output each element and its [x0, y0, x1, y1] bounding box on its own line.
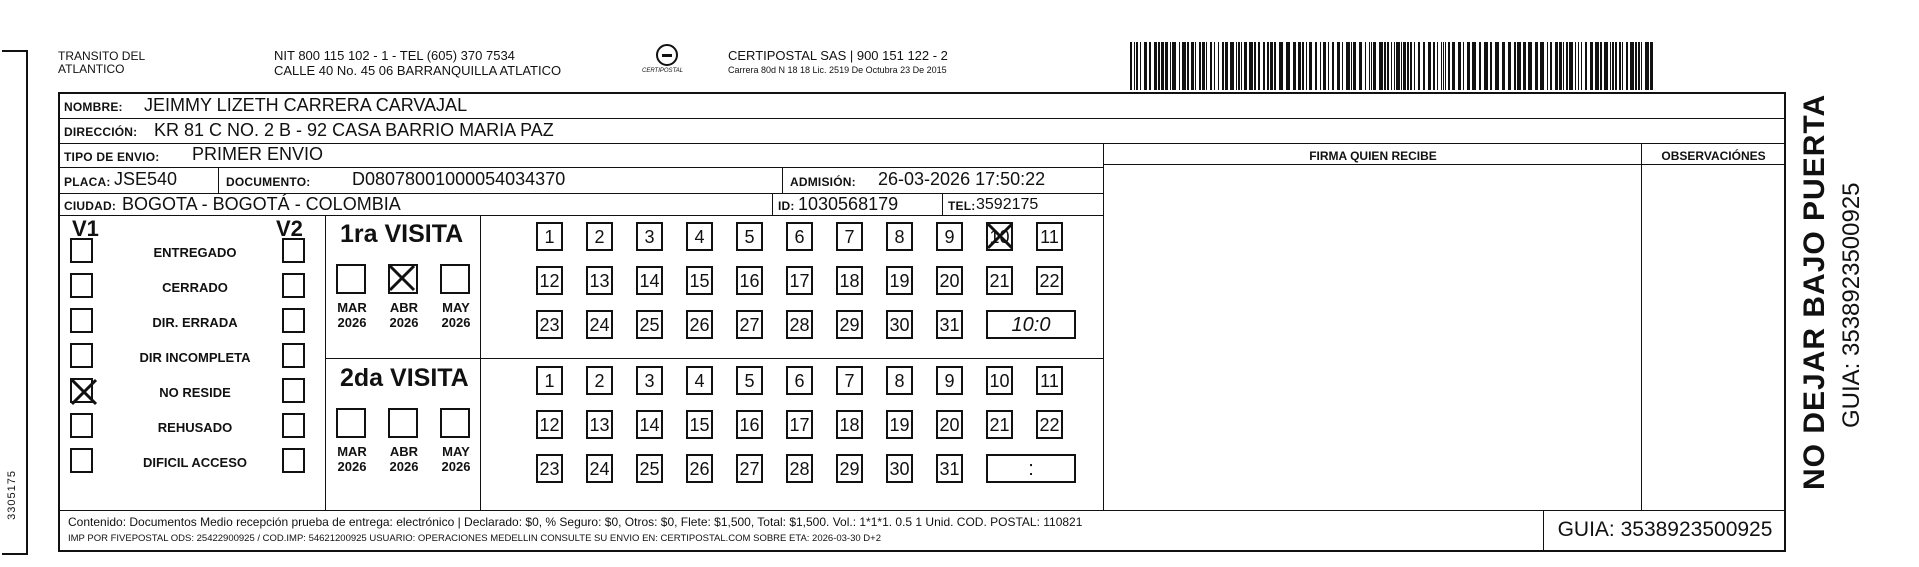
- day-box: 1: [536, 222, 563, 251]
- v2-checkbox: [282, 273, 305, 298]
- day-box: 16: [736, 410, 763, 439]
- barcode-bar: [1523, 42, 1526, 90]
- v2-label: V2: [276, 216, 303, 241]
- day-box: 5: [736, 222, 763, 251]
- month-label: [328, 300, 376, 330]
- name-row: [60, 94, 1784, 119]
- recipient-name: JEIMMY LIZETH CARRERA CARVAJAL: [144, 95, 468, 115]
- barcode-bar: [1195, 42, 1196, 90]
- day-box: 29: [836, 454, 863, 483]
- day-box: 15: [686, 410, 713, 439]
- barcode-bar: [1443, 42, 1444, 90]
- entity-name: TRANSITO DEL ATLANTICO: [58, 49, 145, 76]
- barcode-bar: [1140, 42, 1141, 90]
- barcode-bar: [1528, 42, 1532, 90]
- barcode-bar: [1600, 42, 1602, 90]
- divider: [218, 168, 219, 194]
- barcode-bar: [1615, 42, 1617, 90]
- month-year: 2026: [337, 459, 367, 474]
- day-box: 19: [886, 266, 913, 295]
- month-label: [380, 300, 428, 330]
- address-label: DIRECCIÓN:: [64, 125, 138, 139]
- barcode-bar: [1306, 42, 1307, 90]
- day-box: 8: [886, 222, 913, 251]
- entity-address: CALLE 40 No. 45 06 BARRANQUILLA ATLATICO: [274, 63, 562, 78]
- barcode-bar: [1502, 42, 1505, 90]
- observations-label: OBSERVACIÓNES: [1661, 149, 1766, 163]
- barcode-bar: [1293, 42, 1296, 90]
- barcode-bar: [1371, 42, 1372, 90]
- barcode-bar: [1238, 42, 1240, 90]
- day-box: 1: [536, 366, 563, 395]
- v2-checkbox: [282, 413, 305, 438]
- v1-checkbox: [70, 448, 93, 473]
- barcode-bar: [1433, 42, 1435, 90]
- day-box: 4: [686, 222, 713, 251]
- barcode-bar: [1249, 42, 1253, 90]
- barcode-bar: [1590, 42, 1593, 90]
- barcode-bar: [1342, 42, 1343, 90]
- day-box: 17: [786, 266, 813, 295]
- day-box: 25: [636, 454, 663, 483]
- city-row: [60, 194, 1103, 216]
- barcode-bar: [1359, 42, 1362, 90]
- day-box: 13: [586, 266, 613, 295]
- barcode-bar: [1353, 42, 1356, 90]
- pen-cross-mark: [68, 376, 104, 408]
- month-name: MAY: [442, 444, 470, 459]
- second-visit-title: 2da VISITA: [340, 364, 469, 392]
- shipping-row: [60, 144, 1103, 168]
- address-row: [60, 119, 1784, 144]
- barcode-bar: [1154, 42, 1157, 90]
- barcode-bar: [1136, 42, 1138, 90]
- day-box: 11: [1036, 222, 1063, 251]
- day-box: 23: [536, 310, 563, 339]
- barcode-bar: [1622, 42, 1623, 90]
- day-box: 27: [736, 454, 763, 483]
- month-year: 2026: [337, 315, 367, 330]
- barcode-bar: [1263, 42, 1265, 90]
- logo-mark-icon: [656, 44, 678, 66]
- barcode-bar: [1384, 42, 1386, 90]
- barcode-bar: [1472, 42, 1476, 90]
- day-box: 9: [936, 366, 963, 395]
- v1-checkbox: [70, 308, 93, 333]
- barcode-bar: [1218, 42, 1219, 90]
- barcode-bar: [1630, 42, 1634, 90]
- barcode-bar: [1172, 42, 1176, 90]
- day-box: 9: [936, 222, 963, 251]
- shipping-type: PRIMER ENVIO: [192, 144, 324, 164]
- barcode-bar: [1315, 42, 1317, 90]
- status-label: NO RESIDE: [159, 385, 231, 400]
- day-box: 8: [886, 366, 913, 395]
- barcode-bar: [1463, 42, 1464, 90]
- day-box: 10: [986, 222, 1013, 251]
- day-box: 2: [586, 366, 613, 395]
- barcode-bar: [1650, 42, 1653, 90]
- barcode-bar: [1379, 42, 1383, 90]
- day-box: 17: [786, 410, 813, 439]
- barcode-bar: [1199, 42, 1201, 90]
- barcode-bar: [1508, 42, 1511, 90]
- barcode-bar: [1540, 42, 1544, 90]
- barcode-bar: [1323, 42, 1326, 90]
- barcode-bar: [1626, 42, 1628, 90]
- visit-section: [60, 216, 1103, 510]
- id-value: 1030568179: [798, 194, 899, 214]
- city-value: BOGOTA - BOGOTÁ - COLOMBIA: [122, 194, 401, 214]
- barcode-bar: [1563, 42, 1564, 90]
- barcode-bar: [1286, 42, 1290, 90]
- barcode-bar: [1550, 42, 1552, 90]
- barcode-bar: [1414, 42, 1415, 90]
- admission-value: 26-03-2026 17:50:22: [878, 169, 1046, 189]
- month-label: [328, 444, 376, 474]
- logo-text: CERTIPOSTAL: [642, 68, 684, 74]
- barcode-bar: [1394, 42, 1395, 90]
- barcode-bar: [1134, 42, 1135, 90]
- barcode-bar: [1346, 42, 1350, 90]
- v2-checkbox: [282, 238, 305, 263]
- barcode-bar: [1575, 42, 1576, 90]
- barcode-bar: [1635, 42, 1637, 90]
- v2-checkbox: [282, 343, 305, 368]
- barcode-bar: [1566, 42, 1568, 90]
- barcode-bar: [1410, 42, 1412, 90]
- document-label: DOCUMENTO:: [226, 175, 311, 189]
- barcode-bar: [1369, 42, 1370, 90]
- footer-content: Contenido: Documentos Medio recepción prueba de entrega: electrónico | Declarado: $0, % Seguro: $0, Otros: $0, Flete: $1,500, Total: $1,500. Vol.: 1*1*1. 0.5 1 Unid. COD. POSTAL: 110821: [68, 515, 1083, 529]
- barcode-bar: [1182, 42, 1186, 90]
- plate-row: [60, 168, 1103, 194]
- time-box: :: [986, 454, 1076, 483]
- barcode-bar: [1210, 42, 1212, 90]
- pen-cross-mark: [984, 220, 1016, 250]
- months-divider: [480, 216, 481, 510]
- day-box: 14: [636, 266, 663, 295]
- side-panel: [1798, 93, 1868, 490]
- first-visit-title: 1ra VISITA: [340, 220, 464, 248]
- footer-print-info: IMP POR FIVEPOSTAL ODS: 25422900925 / COD.IMP: 54621200925 USUARIO: OPERACIONES MEDELLIN CONSULTE SU ENVIO EN: CERTIPOSTAL.COM SOBRE ETA: 2026-03-30 D+2: [68, 533, 881, 544]
- barcode-bar: [1641, 42, 1642, 90]
- day-box: 7: [836, 366, 863, 395]
- day-box: 13: [586, 410, 613, 439]
- barcode-bar: [1230, 42, 1234, 90]
- barcode-bar: [1441, 42, 1442, 90]
- observations-divider: [1641, 144, 1642, 510]
- nit-line: NIT 800 115 102 - 1 - TEL (605) 370 7534: [274, 48, 515, 63]
- visit-divider: [325, 216, 326, 510]
- divider: [782, 168, 783, 194]
- day-box: 12: [536, 266, 563, 295]
- plate-value: JSE540: [114, 169, 178, 189]
- barcode-bar: [1187, 42, 1189, 90]
- v2-checkbox: [282, 448, 305, 473]
- day-box: 25: [636, 310, 663, 339]
- barcode-bar: [1619, 42, 1621, 90]
- id-label: ID:: [778, 199, 795, 213]
- signature-label: FIRMA QUIEN RECIBE: [1309, 149, 1437, 163]
- divider: [942, 194, 943, 216]
- v1-label: V1: [72, 216, 99, 241]
- month-label: [380, 444, 428, 474]
- barcode-bar: [1202, 42, 1205, 90]
- barcode-bar: [1225, 42, 1228, 90]
- day-box: 28: [786, 454, 813, 483]
- barcode-bar: [1437, 42, 1438, 90]
- barcode-bar: [1337, 42, 1340, 90]
- courier-address: Carrera 80d N 18 18 Lic. 2519 De Octubra 23 De 2015: [728, 65, 947, 75]
- barcode-bar: [1191, 42, 1194, 90]
- month-checkbox: [336, 408, 366, 438]
- v1-checkbox: [70, 378, 93, 403]
- barcode-bar: [1320, 42, 1321, 90]
- city-label: CIUDAD:: [64, 199, 117, 213]
- signature-header-line: [1103, 164, 1786, 165]
- month-year: 2026: [389, 315, 419, 330]
- barcode-bar: [1298, 42, 1301, 90]
- barcode-bar: [1387, 42, 1389, 90]
- barcode-bar: [1612, 42, 1614, 90]
- day-box: 18: [836, 410, 863, 439]
- barcode-bar: [1407, 42, 1409, 90]
- barcode-bar: [1351, 42, 1352, 90]
- barcode-bar: [1484, 42, 1488, 90]
- barcode-bar: [1179, 42, 1180, 90]
- delivery-form: [58, 92, 1786, 552]
- day-box: 29: [836, 310, 863, 339]
- barcode-bar: [1267, 42, 1269, 90]
- plate-label: PLACA:: [64, 175, 111, 189]
- barcode-bar: [1517, 42, 1521, 90]
- side-notice: NO DEJAR BAJO PUERTA: [1798, 93, 1831, 490]
- day-box: 16: [736, 266, 763, 295]
- barcode-bar: [1423, 42, 1425, 90]
- barcode-bar: [1458, 42, 1461, 90]
- month-checkbox: [336, 264, 366, 294]
- barcode-bar: [1214, 42, 1215, 90]
- barcode-icon: [1130, 42, 1658, 90]
- month-checkbox: [388, 408, 418, 438]
- barcode-bar: [1467, 42, 1470, 90]
- day-box: 6: [786, 222, 813, 251]
- day-box: 31: [936, 454, 963, 483]
- barcode-bar: [1365, 42, 1366, 90]
- day-box: 12: [536, 410, 563, 439]
- day-box: 24: [586, 310, 613, 339]
- status-label: ENTREGADO: [153, 245, 237, 260]
- barcode-bar: [1559, 42, 1562, 90]
- courier-line: CERTIPOSTAL SAS | 900 151 122 - 2: [728, 48, 948, 63]
- day-box: 3: [636, 366, 663, 395]
- day-box: 5: [736, 366, 763, 395]
- month-name: MAY: [442, 300, 470, 315]
- month-label: [432, 444, 480, 474]
- document-value: D08078001000054034370: [352, 169, 566, 189]
- day-box: 22: [1036, 266, 1063, 295]
- day-box: 28: [786, 310, 813, 339]
- v2-checkbox: [282, 308, 305, 333]
- barcode-bar: [1555, 42, 1558, 90]
- day-box: 27: [736, 310, 763, 339]
- barcode-bar: [1302, 42, 1304, 90]
- day-box: 20: [936, 266, 963, 295]
- month-checkbox: [440, 408, 470, 438]
- barcode-bar: [1258, 42, 1260, 90]
- barcode-bar: [1158, 42, 1160, 90]
- name-label: NOMBRE:: [64, 100, 123, 114]
- month-year: 2026: [441, 315, 471, 330]
- day-box: 11: [1036, 366, 1063, 395]
- footer-guia: GUIA: 3538923500925: [1543, 510, 1786, 552]
- admission-label: ADMISIÓN:: [790, 175, 856, 189]
- month-year: 2026: [389, 459, 419, 474]
- left-edge-fragment: 3305175: [6, 470, 18, 520]
- day-box: 2: [586, 222, 613, 251]
- barcode-bar: [1547, 42, 1548, 90]
- v1-checkbox: [70, 413, 93, 438]
- barcode-bar: [1581, 42, 1582, 90]
- visit-row-divider: [325, 358, 1103, 359]
- day-box: 24: [586, 454, 613, 483]
- day-box: 15: [686, 266, 713, 295]
- v1-checkbox: [70, 343, 93, 368]
- barcode-bar: [1130, 42, 1132, 90]
- month-checkbox: [388, 264, 418, 294]
- month-name: ABR: [389, 300, 419, 315]
- status-label: REHUSADO: [157, 420, 233, 435]
- day-box: 21: [986, 410, 1013, 439]
- barcode-bar: [1452, 42, 1455, 90]
- month-label: [432, 300, 480, 330]
- day-box: 30: [886, 454, 913, 483]
- divider: [772, 194, 773, 216]
- time-box: 10:0: [986, 310, 1076, 339]
- barcode-bar: [1391, 42, 1392, 90]
- day-box: 26: [686, 310, 713, 339]
- barcode-bar: [1244, 42, 1247, 90]
- tel-label: TEL:: [948, 199, 976, 213]
- barcode-bar: [1445, 42, 1446, 90]
- v1-checkbox: [70, 238, 93, 263]
- barcode-bar: [1279, 42, 1283, 90]
- barcode-bar: [1403, 42, 1406, 90]
- barcode-bar: [1401, 42, 1402, 90]
- day-box: 26: [686, 454, 713, 483]
- day-box: 18: [836, 266, 863, 295]
- barcode-bar: [1274, 42, 1276, 90]
- barcode-bar: [1514, 42, 1516, 90]
- barcode-bar: [1604, 42, 1608, 90]
- barcode-bar: [1236, 42, 1237, 90]
- barcode-bar: [1479, 42, 1481, 90]
- day-box: 30: [886, 310, 913, 339]
- barcode-bar: [1535, 42, 1538, 90]
- status-label: DIR INCOMPLETA: [139, 350, 251, 365]
- signature-divider: [1103, 144, 1104, 510]
- footer-line: [60, 510, 1784, 511]
- day-box: 4: [686, 366, 713, 395]
- day-box: 23: [536, 454, 563, 483]
- barcode-bar: [1144, 42, 1147, 90]
- barcode-bar: [1569, 42, 1573, 90]
- month-name: ABR: [389, 444, 419, 459]
- day-box: 6: [786, 366, 813, 395]
- month-name: MAR: [337, 444, 367, 459]
- barcode-bar: [1585, 42, 1587, 90]
- tel-value: 3592175: [976, 196, 1039, 213]
- month-name: MAR: [337, 300, 367, 315]
- barcode-bar: [1448, 42, 1450, 90]
- barcode-bar: [1645, 42, 1649, 90]
- barcode-bar: [1270, 42, 1273, 90]
- barcode-bar: [1428, 42, 1431, 90]
- barcode-bar: [1495, 42, 1499, 90]
- barcode-bar: [1149, 42, 1151, 90]
- side-guia: GUIA: 3538923500925: [1838, 182, 1865, 428]
- day-box: 3: [636, 222, 663, 251]
- barcode-bar: [1418, 42, 1420, 90]
- day-box: 20: [936, 410, 963, 439]
- barcode-bar: [1396, 42, 1400, 90]
- day-box: 22: [1036, 410, 1063, 439]
- barcode-bar: [1309, 42, 1312, 90]
- status-label: DIFICIL ACCESO: [142, 455, 247, 470]
- shipping-label: TIPO DE ENVIO:: [64, 150, 160, 164]
- day-box: 31: [936, 310, 963, 339]
- day-box: 10: [986, 366, 1013, 395]
- v1-checkbox: [70, 273, 93, 298]
- status-label: DIR. ERRADA: [152, 315, 238, 330]
- day-box: 19: [886, 410, 913, 439]
- v2-checkbox: [282, 378, 305, 403]
- day-box: 7: [836, 222, 863, 251]
- barcode-bar: [1373, 42, 1376, 90]
- barcode-bar: [1328, 42, 1329, 90]
- entity-contact: [274, 48, 561, 78]
- status-label: CERRADO: [162, 280, 228, 295]
- pen-cross-mark: [386, 262, 418, 292]
- barcode-bar: [1206, 42, 1207, 90]
- barcode-bar: [1638, 42, 1640, 90]
- certipostal-logo: [638, 44, 698, 84]
- barcode-bar: [1332, 42, 1334, 90]
- barcode-bar: [1170, 42, 1171, 90]
- barcode-bar: [1610, 42, 1611, 90]
- day-box: 14: [636, 410, 663, 439]
- day-box: 21: [986, 266, 1013, 295]
- barcode-bar: [1254, 42, 1256, 90]
- barcode-bar: [1241, 42, 1242, 90]
- barcode-bar: [1165, 42, 1168, 90]
- barcode-bar: [1490, 42, 1492, 90]
- barcode-bar: [1161, 42, 1164, 90]
- recipient-address: KR 81 C NO. 2 B - 92 CASA BARRIO MARIA PAZ: [154, 120, 554, 140]
- courier-info: [728, 48, 948, 78]
- month-checkbox: [440, 264, 470, 294]
- barcode-bar: [1578, 42, 1579, 90]
- month-year: 2026: [441, 459, 471, 474]
- barcode-bar: [1222, 42, 1224, 90]
- barcode-bar: [1595, 42, 1599, 90]
